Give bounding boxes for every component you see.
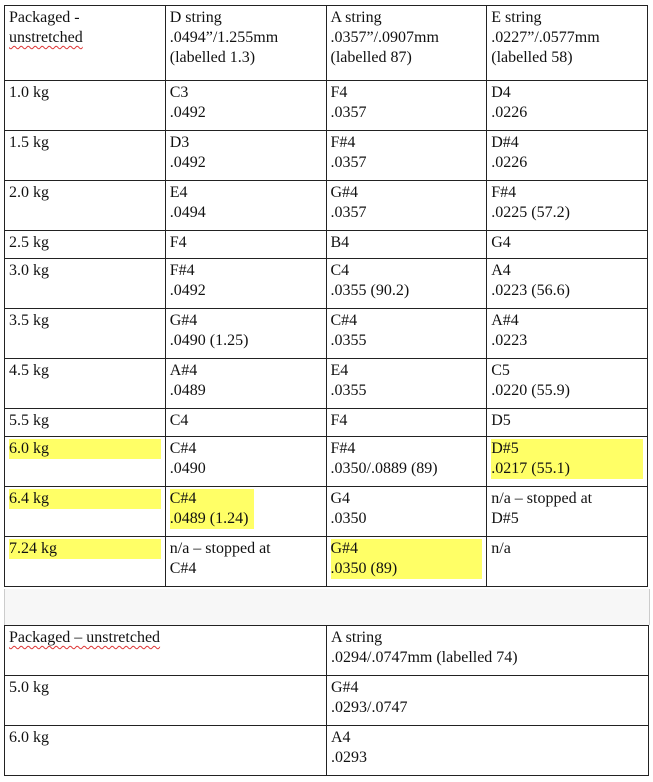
weight-cell (5, 437, 166, 487)
table-row (5, 676, 649, 726)
header-a-string: A string .0294/.0747mm (labelled 74) (327, 626, 649, 676)
d-cell: C3 .0492 (165, 81, 326, 131)
e-cell: D#4 .0226 (487, 131, 648, 181)
a-cell: G4 .0350 (326, 487, 487, 537)
weight-cell (5, 537, 166, 587)
table-row (5, 487, 648, 537)
a-cell: C#4 .0355 (326, 309, 487, 359)
a-cell: F4 .0357 (326, 81, 487, 131)
highlight-mark: D#5 .0217 (55.1) (491, 439, 643, 479)
e-cell: F#4 .0225 (57.2) (487, 181, 648, 231)
a-cell: F4 (326, 409, 487, 437)
table-spacer (4, 589, 650, 625)
spellcheck-word: unstretched (9, 29, 83, 46)
weight-cell: 1.0 kg (5, 81, 166, 131)
table-row (5, 537, 648, 587)
highlight-mark: 6.0 kg (9, 439, 161, 459)
e-cell: D5 (487, 409, 648, 437)
a-cell: G#4 .0357 (326, 181, 487, 231)
table-row (5, 437, 648, 487)
highlight-mark: 6.4 kg (9, 489, 161, 509)
e-cell: D4 .0226 (487, 81, 648, 131)
table-row (5, 359, 648, 409)
a-cell (326, 537, 487, 587)
header-a-string: A string .0357”/.0907mm (labelled 87) (326, 6, 487, 81)
table-row (5, 181, 648, 231)
a-cell: F#4 .0357 (326, 131, 487, 181)
a-cell: A4 .0293 (327, 726, 649, 776)
a-cell: C4 .0355 (90.2) (326, 259, 487, 309)
header-e-string: E string .0227”/.0577mm (labelled 58) (487, 6, 648, 81)
table-row (5, 231, 648, 259)
d-cell: F4 (165, 231, 326, 259)
d-cell: n/a – stopped at C#4 (165, 537, 326, 587)
weight-cell: 2.5 kg (5, 231, 166, 259)
a-cell: G#4 .0293/.0747 (327, 676, 649, 726)
header-weight (5, 626, 327, 676)
table-header-row (5, 626, 649, 676)
e-cell: A4 .0223 (56.6) (487, 259, 648, 309)
d-cell (165, 487, 326, 537)
highlight-mark: C#4 .0489 (1.24) (170, 489, 255, 529)
d-cell: C#4 .0490 (165, 437, 326, 487)
e-cell: A#4 .0223 (487, 309, 648, 359)
weight-cell: 5.5 kg (5, 409, 166, 437)
weight-cell (5, 487, 166, 537)
tension-table-a (4, 625, 649, 776)
weight-cell: 5.0 kg (5, 676, 327, 726)
table-row (5, 309, 648, 359)
weight-cell: 1.5 kg (5, 131, 166, 181)
e-cell: n/a (487, 537, 648, 587)
e-cell: n/a – stopped at D#5 (487, 487, 648, 537)
table-row (5, 131, 648, 181)
header-weight: Packaged - unstretched (5, 6, 166, 81)
weight-cell: 3.5 kg (5, 309, 166, 359)
weight-cell: 2.0 kg (5, 181, 166, 231)
d-cell: G#4 .0490 (1.25) (165, 309, 326, 359)
table-row (5, 81, 648, 131)
d-cell: F#4 .0492 (165, 259, 326, 309)
e-cell: C5 .0220 (55.9) (487, 359, 648, 409)
table-header-row (5, 6, 648, 81)
weight-cell: 6.0 kg (5, 726, 327, 776)
spellcheck-word: Packaged – unstretched (9, 629, 161, 646)
d-cell: E4 .0494 (165, 181, 326, 231)
a-cell: B4 (326, 231, 487, 259)
header-d-string: D string .0494”/1.255mm (labelled 1.3) (165, 6, 326, 81)
d-cell: C4 (165, 409, 326, 437)
weight-cell: 4.5 kg (5, 359, 166, 409)
a-cell: E4 .0355 (326, 359, 487, 409)
table-row (5, 259, 648, 309)
table-row (5, 726, 649, 776)
weight-cell: 3.0 kg (5, 259, 166, 309)
d-cell: A#4 .0489 (165, 359, 326, 409)
d-cell: D3 .0492 (165, 131, 326, 181)
highlight-mark: 7.24 kg (9, 539, 161, 559)
a-cell: F#4 .0350/.0889 (89) (326, 437, 487, 487)
tension-table-dea (4, 5, 648, 587)
table-row (5, 409, 648, 437)
e-cell: G4 (487, 231, 648, 259)
highlight-mark: G#4 .0350 (89) (331, 539, 483, 579)
e-cell (487, 437, 648, 487)
